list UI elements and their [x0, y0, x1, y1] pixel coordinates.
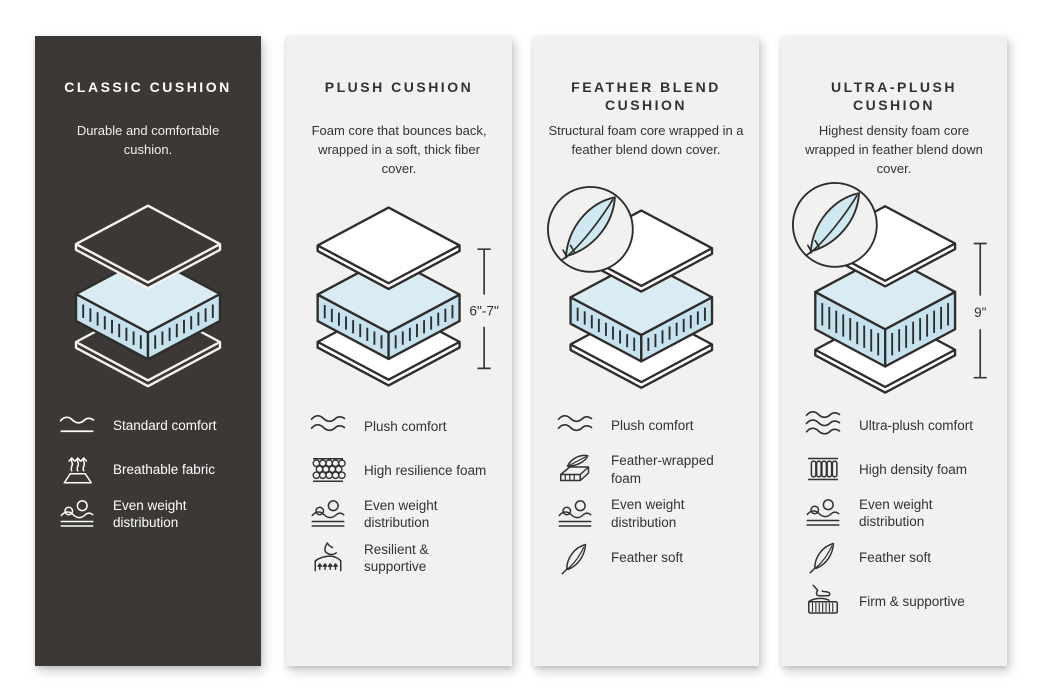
- weight-distribution-icon: [57, 496, 97, 532]
- feature-label: Firm & supportive: [859, 593, 965, 609]
- height-dimension: [469, 249, 499, 368]
- weight-distribution-icon: [803, 495, 843, 531]
- cushion-layers-illustration: [533, 186, 759, 392]
- feature-item: [555, 408, 753, 444]
- height-dimension-label: 6"-7": [469, 303, 499, 319]
- height-dimension-label: 9": [973, 305, 986, 321]
- feature-list: [35, 408, 261, 532]
- feature-item: [555, 540, 753, 576]
- feather-badge-icon: [792, 183, 876, 267]
- panel-plush-cushion: [286, 36, 512, 666]
- panel-classic-cushion: [35, 36, 261, 666]
- height-dimension: [973, 243, 986, 377]
- wave-single-icon: [57, 408, 97, 444]
- feature-item: [803, 539, 1001, 575]
- feature-item: [57, 452, 255, 488]
- panel-title: CLASSIC CUSHION: [64, 79, 232, 95]
- exploded-cushion-graphic: [547, 186, 745, 392]
- feature-item: [57, 408, 255, 444]
- panel-title: ULTRA-PLUSH CUSHION: [830, 79, 957, 114]
- feature-label: Feather-wrapped foam: [611, 453, 714, 486]
- feature-item: [308, 540, 506, 576]
- feature-label: Even weight distribution: [611, 497, 685, 530]
- wave-double-icon: [555, 408, 595, 444]
- resilient-support-icon: [308, 540, 348, 576]
- exploded-cushion-graphic: [52, 198, 244, 390]
- panel-description: Durable and comfortable cushion.: [76, 123, 220, 157]
- panel-description: Highest density foam core wrapped in feather blend down cover.: [805, 123, 983, 176]
- feature-label: Even weight distribution: [859, 497, 933, 530]
- feature-list: [781, 407, 1007, 619]
- panel-ultra-plush-cushion: [781, 36, 1007, 666]
- feature-label: Even weight distribution: [113, 497, 187, 530]
- cushion-layers-illustration: [781, 182, 1007, 394]
- firm-support-icon: [803, 583, 843, 619]
- feature-label: Resilient & supportive: [364, 541, 429, 575]
- feature-item: [57, 496, 255, 532]
- wave-triple-icon: [803, 407, 843, 443]
- feather-wrapped-foam-icon: [555, 452, 595, 488]
- feature-item: [555, 452, 753, 488]
- feature-list: [286, 408, 512, 576]
- feature-item: [803, 407, 1001, 443]
- feature-item: [803, 451, 1001, 487]
- feather-badge-icon: [548, 187, 633, 272]
- feature-label: High resilience foam: [364, 462, 487, 478]
- feature-label: Feather soft: [611, 549, 684, 565]
- feature-label: Feather soft: [859, 549, 932, 565]
- weight-distribution-icon: [555, 496, 595, 532]
- feature-label: Plush comfort: [611, 417, 694, 433]
- feature-item: [555, 496, 753, 532]
- honeycomb-foam-icon: [308, 452, 348, 488]
- feature-list: [533, 408, 759, 576]
- exploded-cushion-graphic: [792, 182, 997, 394]
- feature-item: [308, 496, 506, 532]
- wave-double-icon: [308, 408, 348, 444]
- feather-icon: [803, 539, 843, 575]
- feature-label: Breathable fabric: [113, 462, 216, 478]
- feather-icon: [555, 540, 595, 576]
- panel-title: PLUSH CUSHION: [324, 79, 474, 95]
- feature-label: Plush comfort: [364, 418, 447, 434]
- feature-item: [308, 408, 506, 444]
- feature-item: [308, 452, 506, 488]
- panel-description: Foam core that bounces back, wrapped in a soft, thick fiber cover.: [311, 123, 487, 176]
- panel-description: Structural foam core wrapped in a feather blend down cover.: [548, 123, 744, 157]
- panel-feather-blend-cushion: [533, 36, 759, 666]
- feature-item: [803, 583, 1001, 619]
- panel-title: FEATHER BLEND CUSHION: [571, 79, 721, 114]
- feature-label: Ultra-plush comfort: [859, 417, 974, 433]
- feature-label: Standard comfort: [113, 418, 217, 434]
- breathable-fabric-icon: [57, 452, 97, 488]
- feature-label: Even weight distribution: [364, 497, 438, 531]
- cushion-layers-illustration: [35, 198, 261, 390]
- feature-item: [803, 495, 1001, 531]
- cylinder-foam-icon: [803, 451, 843, 487]
- weight-distribution-icon: [308, 496, 348, 532]
- cushion-layers-illustration: [286, 200, 512, 389]
- exploded-cushion-graphic: [294, 200, 504, 389]
- feature-label: High density foam: [859, 461, 968, 477]
